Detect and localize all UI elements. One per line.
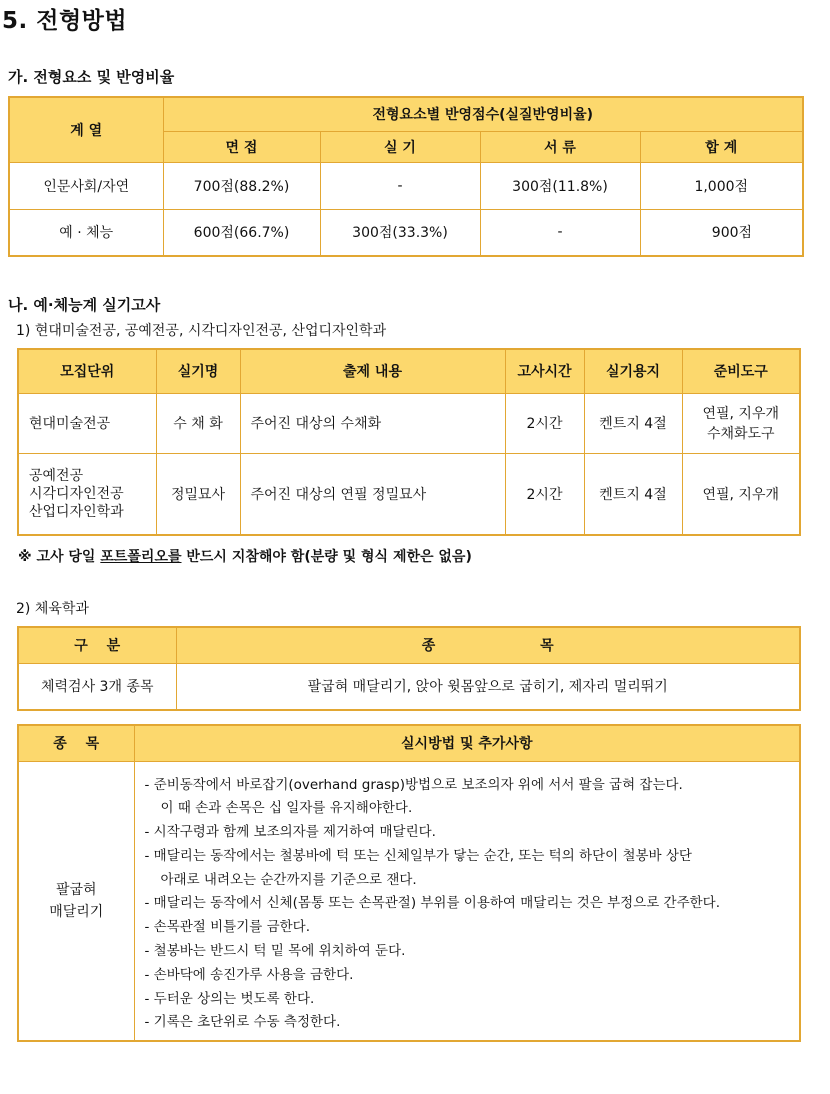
cell-exam-name: 수 채 화 (156, 393, 240, 453)
cell-tools (682, 393, 800, 453)
method-item: - 손바닥에 송진가루 사용을 금한다. (144, 966, 354, 983)
cell-category: 체력검사 3개 종목 (18, 663, 176, 710)
cell: 예 · 체능 (9, 209, 163, 256)
method-item: - 매달리는 동작에서는 철봉바에 턱 또는 신체일부가 닿는 순간, 또는 턱의 하단이 철봉바 상단 (144, 847, 692, 864)
cell-content: 주어진 대상의 연필 정밀묘사 (240, 453, 505, 535)
event-line: 팔굽혀 (55, 881, 97, 898)
method-item: - 기록은 초단위로 수동 측정한다. (144, 1014, 341, 1031)
method-item: 아래로 내려오는 순간까지를 기준으로 잰다. (160, 871, 417, 888)
cell: - (480, 209, 640, 256)
header-interview: 면 접 (163, 131, 320, 162)
method-item: - 시작구령과 함께 보조의자를 제거하여 매달린다. (144, 824, 436, 841)
cell-paper: 켄트지 4절 (584, 393, 682, 453)
cell-unit (18, 453, 156, 535)
header-category: 구 분 (18, 627, 176, 663)
page-title: 5. 전형방법 (2, 8, 128, 34)
note-suffix: 반드시 지참해야 함(분량 및 형식 제한은 없음) (181, 549, 472, 565)
cell: 600점(66.7%) (163, 209, 320, 256)
cell-exam-name: 정밀묘사 (156, 453, 240, 535)
header-total: 합 계 (640, 131, 803, 162)
unit-line: 시각디자인전공 (29, 485, 124, 502)
subheading-pe: 2) 체육학과 (16, 601, 89, 617)
cell-time: 2시간 (505, 393, 584, 453)
hang-method-table (17, 724, 801, 1042)
header-content: 출제 내용 (240, 349, 505, 393)
table-row (18, 663, 800, 710)
cell-event-name (18, 761, 134, 1041)
cell: - (320, 162, 480, 209)
header-group: 전형요소별 반영점수(실질반영비율) (163, 97, 803, 131)
note-underlined: 포트폴리오를 (100, 549, 182, 565)
pe-events-table (17, 626, 801, 711)
cell: 300점(11.8%) (480, 162, 640, 209)
method-item: - 준비동작에서 바로잡기(overhand grasp)방법으로 보조의자 위에 서서 팔을 굽혀 잡는다. (144, 776, 683, 793)
cell-paper: 켄트지 4절 (584, 453, 682, 535)
method-item: - 철봉바는 반드시 턱 밑 목에 위치하여 둔다. (144, 943, 406, 960)
portfolio-note (18, 546, 472, 566)
header-tools: 준비도구 (682, 349, 800, 393)
unit-line: 공예전공 (29, 467, 84, 484)
section-b-heading: 나. 예·체능계 실기고사 (8, 296, 161, 314)
method-item: - 매달리는 동작에서 신체(몸통 또는 손목관절) 부위를 이용하여 매달리는 것은 부정으로 간주한다. (144, 895, 720, 912)
header-documents: 서 류 (480, 131, 640, 162)
method-item: - 손목관절 비틀기를 금한다. (144, 919, 310, 936)
cell-content: 주어진 대상의 수채화 (240, 393, 505, 453)
tools-line: 연필, 지우개 (702, 406, 780, 422)
cell-time: 2시간 (505, 453, 584, 535)
score-ratio-table (8, 96, 804, 257)
header-event: 종 목 (18, 725, 134, 761)
table-row (18, 453, 800, 535)
cell: 300점(33.3%) (320, 209, 480, 256)
cell: 900점 (640, 209, 803, 256)
cell-unit: 현대미술전공 (18, 393, 156, 453)
header-paper: 실기용지 (584, 349, 682, 393)
header-track: 계 열 (9, 97, 163, 162)
header-practical: 실 기 (320, 131, 480, 162)
event-line: 매달리기 (49, 903, 104, 920)
note-prefix: ※ 고사 당일 (18, 549, 101, 565)
header-events: 종 목 (176, 627, 800, 663)
subheading-art: 1) 현대미술전공, 공예전공, 시각디자인전공, 산업디자인학과 (16, 323, 387, 339)
table-row (18, 393, 800, 453)
unit-line: 산업디자인학과 (29, 503, 124, 520)
method-list (134, 761, 800, 1041)
cell: 700점(88.2%) (163, 162, 320, 209)
tools-line: 수채화도구 (706, 426, 775, 442)
table-row (9, 162, 803, 209)
cell-events: 팔굽혀 매달리기, 앉아 윗몸앞으로 굽히기, 제자리 멀리뛰기 (176, 663, 800, 710)
section-a-heading: 가. 전형요소 및 반영비율 (8, 68, 175, 86)
cell: 1,000점 (640, 162, 803, 209)
method-item: 이 때 손과 손목은 십 일자를 유지해야한다. (160, 800, 413, 817)
header-exam-name: 실기명 (156, 349, 240, 393)
table-row (9, 209, 803, 256)
header-method: 실시방법 및 추가사항 (134, 725, 800, 761)
header-time: 고사시간 (505, 349, 584, 393)
cell-tools: 연필, 지우개 (682, 453, 800, 535)
art-exam-table (17, 348, 801, 536)
method-item: - 두터운 상의는 벗도록 한다. (144, 990, 315, 1007)
header-unit: 모집단위 (18, 349, 156, 393)
cell: 인문사회/자연 (9, 162, 163, 209)
table-row (18, 761, 800, 1041)
